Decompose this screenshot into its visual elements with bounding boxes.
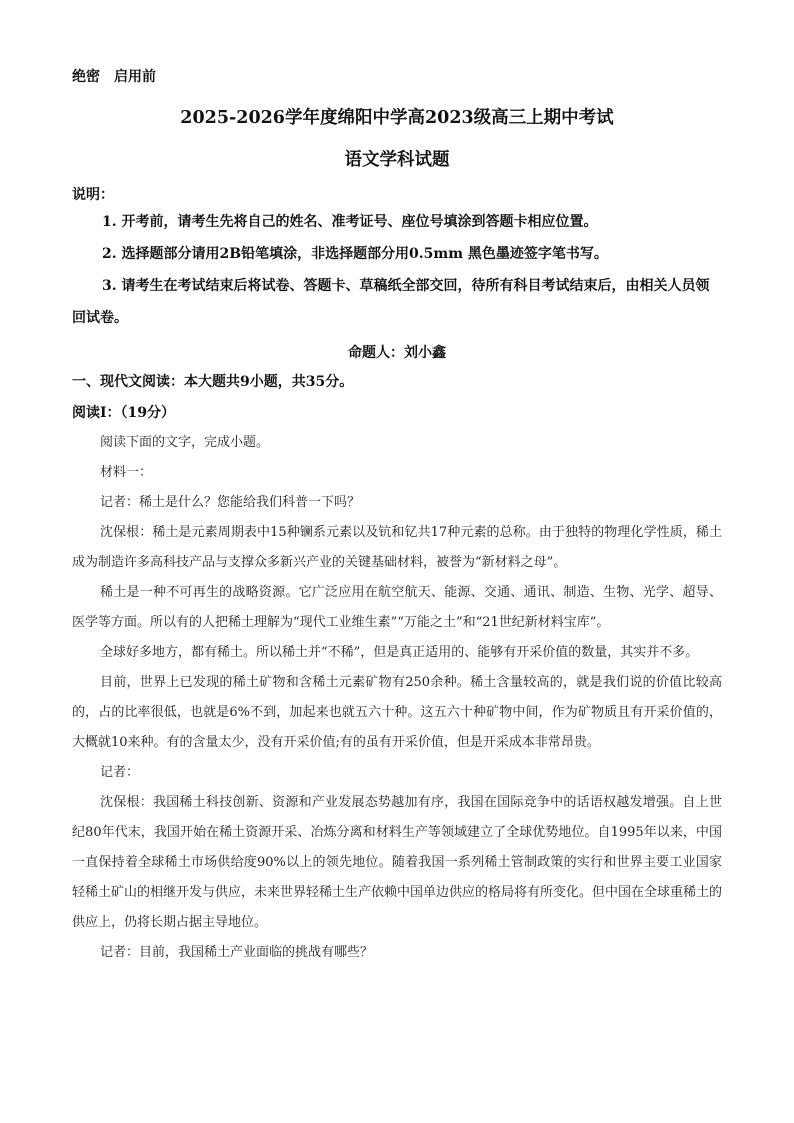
subject-title: 语文学科试题 <box>344 150 450 170</box>
instruction-item: 3. 请考生在考试结束后将试卷、答题卡、草稿纸全部交回，待所有科目考试结束后，由相关人员领回试卷。 <box>72 278 710 326</box>
passage-paragraph: 阅读下面的文字，完成小题。 <box>100 435 270 450</box>
passage-paragraph: 全球好多地方，都有稀土。所以稀土并“不稀”，但是真正适用的、能够有开采价值的数量，其实并不多。 <box>100 645 699 660</box>
passage-paragraph: 记者： <box>100 765 140 780</box>
instructions-heading: 说明： <box>72 187 114 203</box>
passage-body <box>72 428 722 968</box>
reading-title: 阅读I：（19分） <box>72 405 176 421</box>
section-title: 一、现代文阅读：本大题共9小题，共35分。 <box>72 374 354 390</box>
passage-paragraph: 沈保根：我国稀土科技创新、资源和产业发展态势越加有序，我国在国际竞争中的话语权越发增强。自上世纪80年代末，我国开始在稀土资源开采、冶炼分离和材料生产等领域建立了全球优势地位。自1995年以来，中国一直保持着全球稀土市场供给度90%以上的领先地位。随着我国一系列稀土管制政策的实行和世界主要工业国家轻稀土矿山的相继开发与供应，未来世界轻稀土生产依赖中国单边供应的格局将有所变化。但中国在全球重稀土的供应上，仍将长期占据主导地位。 <box>72 795 723 930</box>
passage-paragraph: 材料一： <box>100 465 153 480</box>
passage-paragraph: 沈保根：稀土是元素周期表中15种镧系元素以及钪和钇共17种元素的总称。由于独特的物理化学性质，稀土成为制造许多高科技产品与支撑众多新兴产业的关键基础材料，被誉为“新材料之母”。 <box>72 525 722 570</box>
passage-paragraph: 目前，世界上已发现的稀土矿物和含稀土元素矿物有250余种。稀土含量较高的，就是我们说的价值比较高的，占的比率很低，也就是6%不到，加起来也就五六十种。这五六十种矿物中间，作为矿物质且有开采价值的，大概就10来种。有的含量太少，没有开采价值;有的虽有开采价值，但是开采成本非常昂贵。 <box>72 675 722 750</box>
exam-author: 命题人：刘小鑫 <box>348 345 446 361</box>
instruction-item: 2. 选择题部分请用2B铅笔填涂，非选择题部分用0.5mm 黑色墨迹签字笔书写。 <box>102 246 608 262</box>
confidential-mark: 绝密 启用前 <box>72 69 156 85</box>
exam-title: 2025-2026学年度绵阳中学高2023级高三上期中考试 <box>180 108 614 128</box>
instructions-list <box>72 206 722 334</box>
passage-paragraph: 稀土是一种不可再生的战略资源。它广泛应用在航空航天、能源、交通、通讯、制造、生物、光学、超导、医学等方面。所以有的人把稀土理解为“现代工业维生素”“万能之土”和“21世纪新材料宝库”。 <box>72 585 722 630</box>
instruction-item: 1. 开考前，请考生先将自己的姓名、准考证号、座位号填涂到答题卡相应位置。 <box>102 214 598 230</box>
passage-paragraph: 记者：稀土是什么？您能给我们科普一下吗？ <box>100 495 361 510</box>
passage-paragraph: 记者：目前，我国稀土产业面临的挑战有哪些？ <box>100 945 374 960</box>
